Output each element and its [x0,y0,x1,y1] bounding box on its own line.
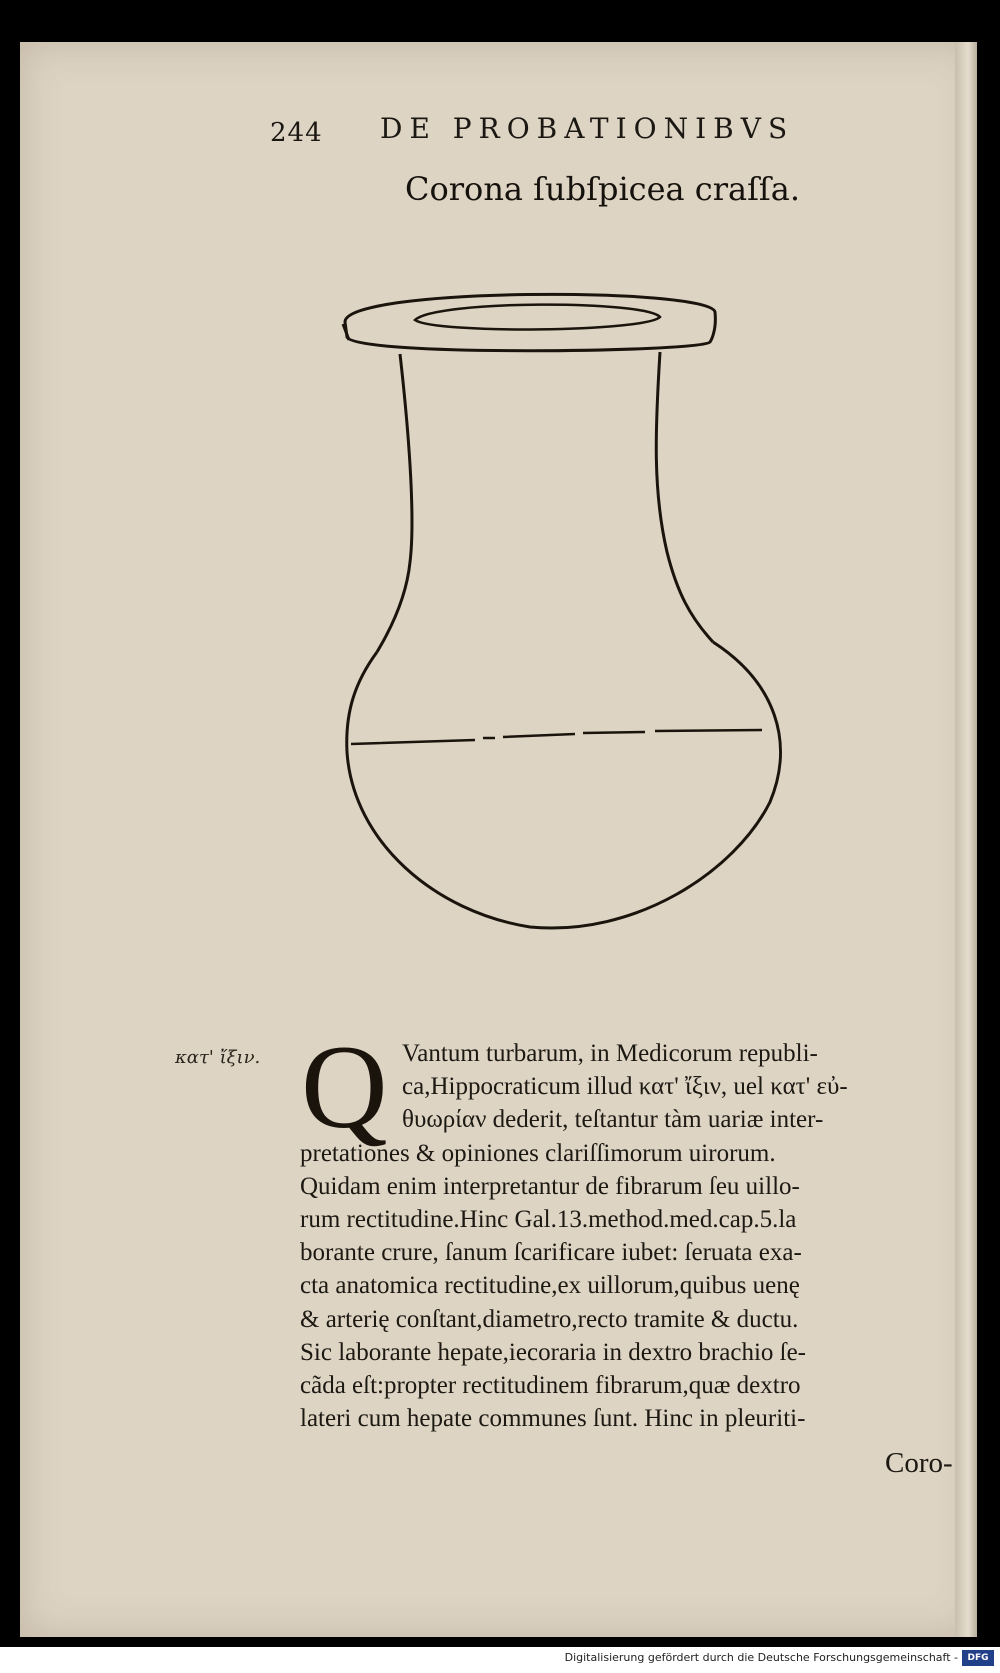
text-line: lateri cum hepate communes ſunt. Hinc in pleuriti- [300,1405,806,1433]
text-line: Quidam enim interpretantur de fibrarum ſeu uillo- [300,1172,800,1200]
catchword: Coro- [885,1447,953,1479]
figure-caption: Corona ſubſpicea craſſa. [405,170,801,208]
text-line: rum rectitudine.Hinc Gal.13.method.med.cap.5.la [300,1206,797,1234]
text-line: Sic laborante hepate,iecoraria in dextro brachio ſe- [300,1338,807,1366]
flask-neck-right [656,352,713,642]
footer-strip [0,1647,1000,1673]
flask-neck-left [377,354,412,652]
flask-liquid-line [351,730,762,744]
drop-cap: Q [301,1020,388,1153]
margin-note: κατ' ἴξιν. [175,1047,261,1068]
text-line: borante crure, ſanum ſcarificare iubet: ſeruata exa- [300,1239,802,1267]
flask-rim-outer [345,294,715,350]
flask-bulb [347,642,781,928]
text-line: cta anatomica rectitudine,ex uillorum,quibus uenę [300,1272,800,1300]
running-head: DE PROBATIONIBVS [380,112,795,145]
text-line: Vantum turbarum, in Medicorum republi- [402,1040,818,1067]
flask-rim-inner [415,305,660,330]
digitization-credit: Digitalisierung gefördert durch die Deutsche Forschungsgemeinschaft - [564,1651,958,1664]
book-page [20,42,977,1637]
body-text [300,1037,985,1435]
text-line: θυωρίαν dederit, teſtantur tàm uariæ inter- [402,1106,824,1134]
page-number: 244 [270,118,323,148]
text-line: ca,Hippocraticum illud κατ' ἴξιν, uel κατ' εὐ- [402,1073,848,1101]
flask-drawing [343,294,780,928]
text-line: cãda eſt:propter rectitudinem fibrarum,quæ dextro [300,1372,801,1400]
flask-illustration [315,262,845,1002]
text-line: & arterię conſtant,diametro,recto tramite & ductu. [300,1305,799,1333]
text-line: pretationes & opiniones clariſſimorum uirorum. [300,1139,776,1167]
dfg-logo: DFG [962,1650,994,1666]
